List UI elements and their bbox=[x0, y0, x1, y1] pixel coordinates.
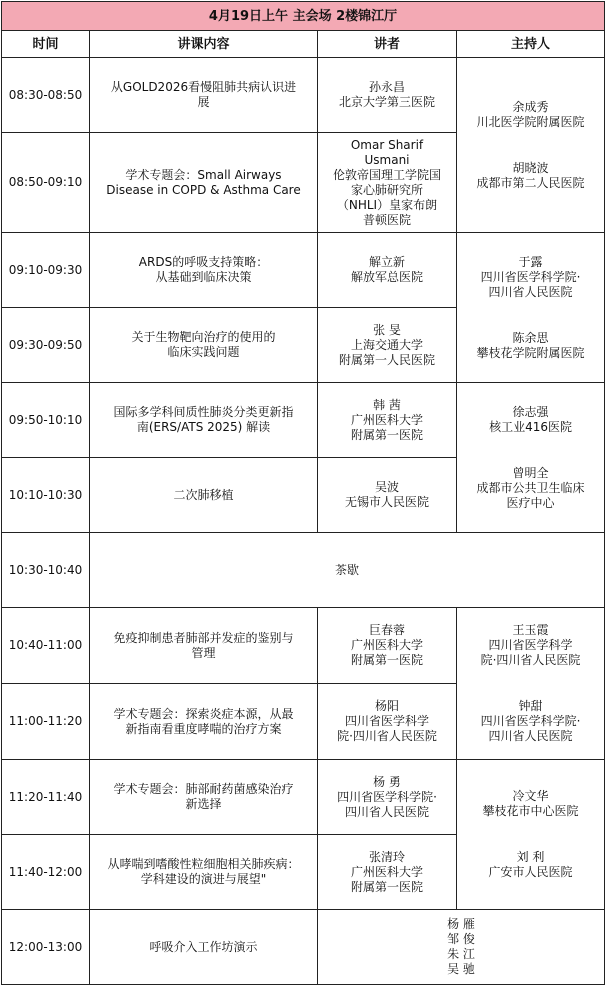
column-header-speaker: 讲者 bbox=[318, 31, 457, 58]
topic-cell: 学术专题会：Small Airways Disease in COPD & Asthma Care bbox=[90, 133, 318, 233]
host-cell bbox=[457, 233, 605, 383]
break-cell: 茶歇 bbox=[90, 533, 605, 608]
table-row bbox=[2, 760, 605, 835]
table-row bbox=[2, 383, 605, 458]
host-entry: 曾明全 成都市公共卫生临床 医疗中心 bbox=[476, 465, 585, 510]
speaker-cell: 杨阳 四川省医学科学 院·四川省人民医院 bbox=[318, 684, 457, 760]
speaker-cell: Omar Sharif Usmani 伦敦帝国理工学院国 家心肺研究所 （NHLI）皇家布朗 普顿医院 bbox=[318, 133, 457, 233]
topic-cell: 二次肺移植 bbox=[90, 458, 318, 533]
topic-cell: ARDS的呼吸支持策略： 从基础到临床决策 bbox=[90, 233, 318, 308]
time-cell: 08:30-08:50 bbox=[2, 58, 90, 133]
header-row bbox=[2, 31, 605, 58]
host-entry: 钟甜 四川省医学科学院· 四川省人民医院 bbox=[480, 699, 581, 743]
host-cell bbox=[457, 760, 605, 910]
column-header-time: 时间 bbox=[2, 31, 90, 58]
schedule-table bbox=[1, 1, 605, 985]
topic-cell: 呼吸介入工作坊演示 bbox=[90, 910, 318, 985]
host-entry: 徐志强 核工业416医院 bbox=[489, 404, 572, 434]
time-cell: 08:50-09:10 bbox=[2, 133, 90, 233]
time-cell: 09:30-09:50 bbox=[2, 308, 90, 383]
topic-cell: 国际多学科间质性肺炎分类更新指 南(ERS/ATS 2025) 解读 bbox=[90, 383, 318, 458]
table-row bbox=[2, 910, 605, 985]
host-entry: 王玉霞 四川省医学科学 院·四川省人民医院 bbox=[480, 623, 581, 667]
time-cell: 09:50-10:10 bbox=[2, 383, 90, 458]
speaker-cell: 杨 勇 四川省医学科学院· 四川省人民医院 bbox=[318, 760, 457, 835]
host-entry: 冷文华 攀枝花市中心医院 bbox=[482, 789, 579, 818]
speaker-cell: 张 旻 上海交通大学 附属第一人民医院 bbox=[318, 308, 457, 383]
speaker-cell: 杨 雁 邹 俊 朱 江 吴 驰 bbox=[318, 910, 605, 985]
time-cell: 10:30-10:40 bbox=[2, 533, 90, 608]
time-cell: 10:40-11:00 bbox=[2, 608, 90, 684]
time-cell: 11:40-12:00 bbox=[2, 835, 90, 910]
speaker-cell: 张清玲 广州医科大学 附属第一医院 bbox=[318, 835, 457, 910]
session-title: 4月19日上午 主会场 2楼锦江厅 bbox=[2, 2, 605, 31]
host-cell bbox=[457, 58, 605, 233]
time-cell: 11:20-11:40 bbox=[2, 760, 90, 835]
break-row bbox=[2, 533, 605, 608]
topic-cell: 学术专题会：探索炎症本源，从最 新指南看重度哮喘的治疗方案 bbox=[90, 684, 318, 760]
host-entry: 刘 利 广安市人民医院 bbox=[488, 850, 573, 879]
host-cell bbox=[457, 383, 605, 533]
time-cell: 11:00-11:20 bbox=[2, 684, 90, 760]
topic-cell: 关于生物靶向治疗的使用的 临床实践问题 bbox=[90, 308, 318, 383]
speaker-cell: 巨春蓉 广州医科大学 附属第一医院 bbox=[318, 608, 457, 684]
host-entry: 于露 四川省医学科学院· 四川省人民医院 bbox=[480, 254, 581, 299]
host-entry: 胡晓波 成都市第二人民医院 bbox=[476, 160, 585, 190]
table-row bbox=[2, 608, 605, 684]
table-row bbox=[2, 233, 605, 308]
table-row bbox=[2, 58, 605, 133]
time-cell: 12:00-13:00 bbox=[2, 910, 90, 985]
topic-cell: 从哮喘到嗜酸性粒细胞相关肺疾病： 学科建设的演进与展望" bbox=[90, 835, 318, 910]
host-entry: 陈余思 攀枝花学院附属医院 bbox=[476, 330, 585, 360]
time-cell: 09:10-09:30 bbox=[2, 233, 90, 308]
speaker-cell: 吴波 无锡市人民医院 bbox=[318, 458, 457, 533]
title-row bbox=[2, 2, 605, 31]
host-entry: 余成秀 川北医学院附属医院 bbox=[476, 99, 585, 129]
speaker-cell: 韩 茜 广州医科大学 附属第一医院 bbox=[318, 383, 457, 458]
column-header-host: 主持人 bbox=[457, 31, 605, 58]
topic-cell: 从GOLD2026看慢阻肺共病认识进 展 bbox=[90, 58, 318, 133]
host-cell bbox=[457, 608, 605, 760]
speaker-cell: 孙永昌 北京大学第三医院 bbox=[318, 58, 457, 133]
speaker-cell: 解立新 解放军总医院 bbox=[318, 233, 457, 308]
topic-cell: 学术专题会：肺部耐药菌感染治疗 新选择 bbox=[90, 760, 318, 835]
topic-cell: 免疫抑制患者肺部并发症的鉴别与 管理 bbox=[90, 608, 318, 684]
time-cell: 10:10-10:30 bbox=[2, 458, 90, 533]
column-header-topic: 讲课内容 bbox=[90, 31, 318, 58]
